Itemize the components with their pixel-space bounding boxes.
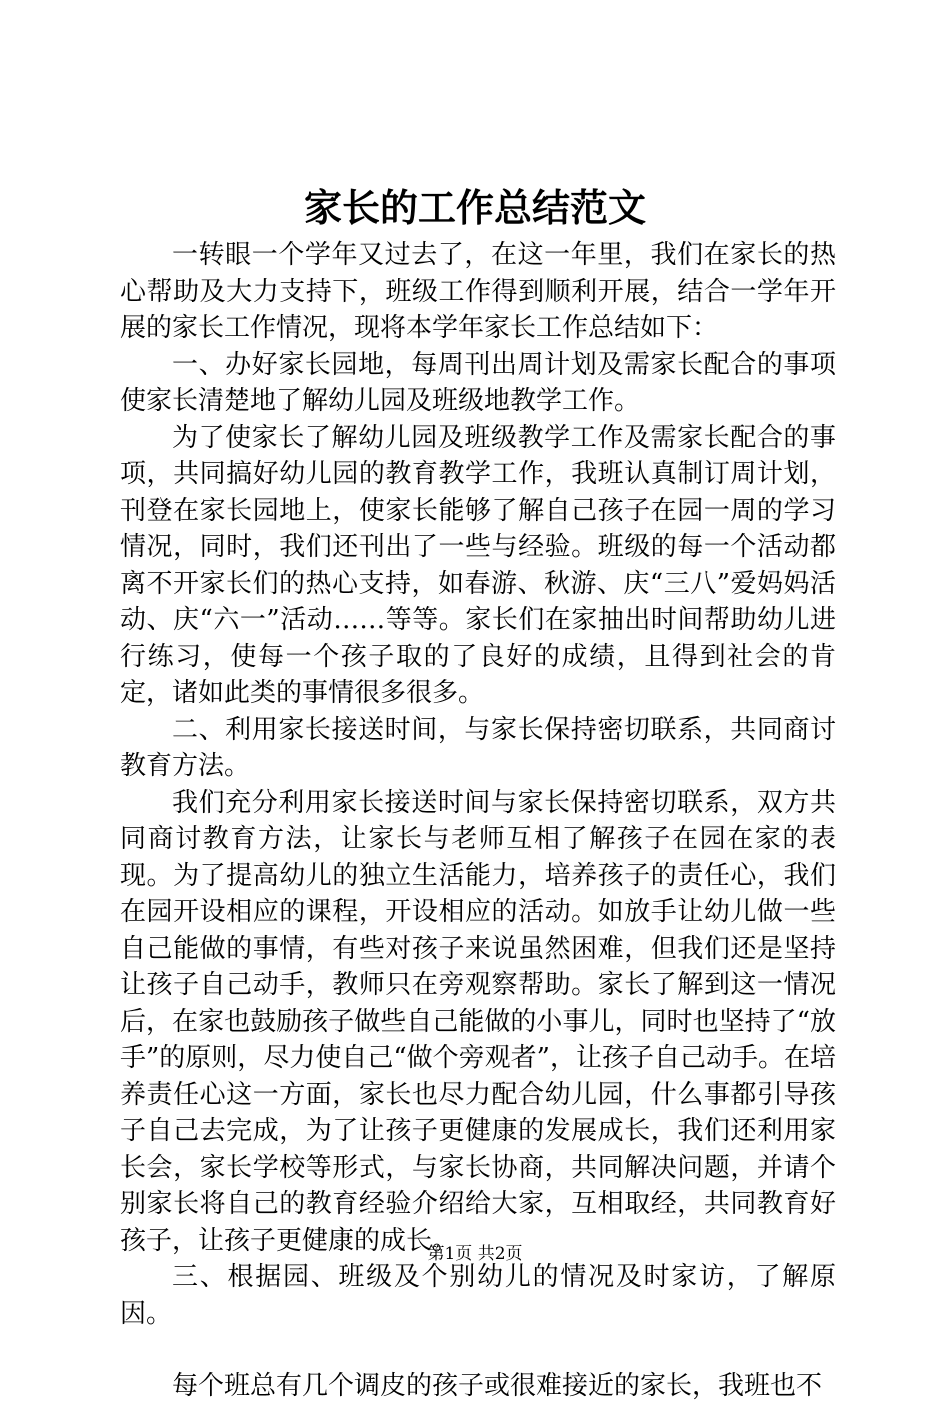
document-body bbox=[120, 237, 836, 1405]
page-title: 家长的工作总结范文 bbox=[303, 185, 646, 230]
paragraph-section-1-heading: 一、办好家长园地，每周刊出周计划及需家长配合的事项使家长清楚地了解幼儿园及班级地教学工作。 bbox=[120, 349, 836, 416]
paragraph-section-3-heading: 三、根据园、班级及个别幼儿的情况及时家访，了解原因。 bbox=[120, 1262, 836, 1329]
page-number-footer: 第1页 共2页 bbox=[427, 1244, 523, 1264]
paragraph-section-2-body: 我们充分利用家长接送时间与家长保持密切联系，双方共同商讨教育方法，让家长与老师互相了解孩子在园在家的表现。为了提高幼儿的独立生活能力，培养孩子的责任心，我们在园开设相应的课程，开设相应的活动。如放手让幼儿做一些自己能做的事情，有些对孩子来说虽然困难，但我们还是坚持让孩子自己动手，教师只在旁观察帮助。家长了解到这一情况后，在家也鼓励孩子做些自己能做的小事儿，同时也坚持了“放手”的原则，尽力使自己“做个旁观者”，让孩子自己动手。在培养责任心这一方面，家长也尽力配合幼儿园，什么事都引导孩子自己去完成，为了让孩子更健康的发展成长，我们还利用家长会，家长学校等形式，与家长协商，共同解决问题，并请个别家长将自己的教育经验介绍给大家，互相取经，共同教育好孩子，让孩子更健康的成长。 bbox=[120, 787, 836, 1256]
paragraph-intro: 一转眼一个学年又过去了，在这一年里，我们在家长的热心帮助及大力支持下，班级工作得到顺利开展，结合一学年开展的家长工作情况，现将本学年家长工作总结如下： bbox=[120, 240, 836, 343]
paragraph-section-3-body: 每个班总有几个调皮的孩子或很难接近的家长，我班也不 bbox=[172, 1371, 823, 1401]
paragraph-section-2-heading: 二、利用家长接送时间，与家长保持密切联系，共同商讨教育方法。 bbox=[120, 714, 836, 781]
paragraph-section-1-body: 为了使家长了解幼儿园及班级教学工作及需家长配合的事项，共同搞好幼儿园的教育教学工作，我班认真制订周计划，刊登在家长园地上，使家长能够了解自己孩子在园一周的学习情况，同时，我们还刊出了一些与经验。班级的每一个活动都离不开家长们的热心支持，如春游、秋游、庆“三八”爱妈妈活动、庆“六一”活动……等等。家长们在家抽出时间帮助幼儿进行练习，使每一个孩子取的了良好的成绩，且得到社会的肯定，诸如此类的事情很多很多。 bbox=[120, 422, 836, 708]
